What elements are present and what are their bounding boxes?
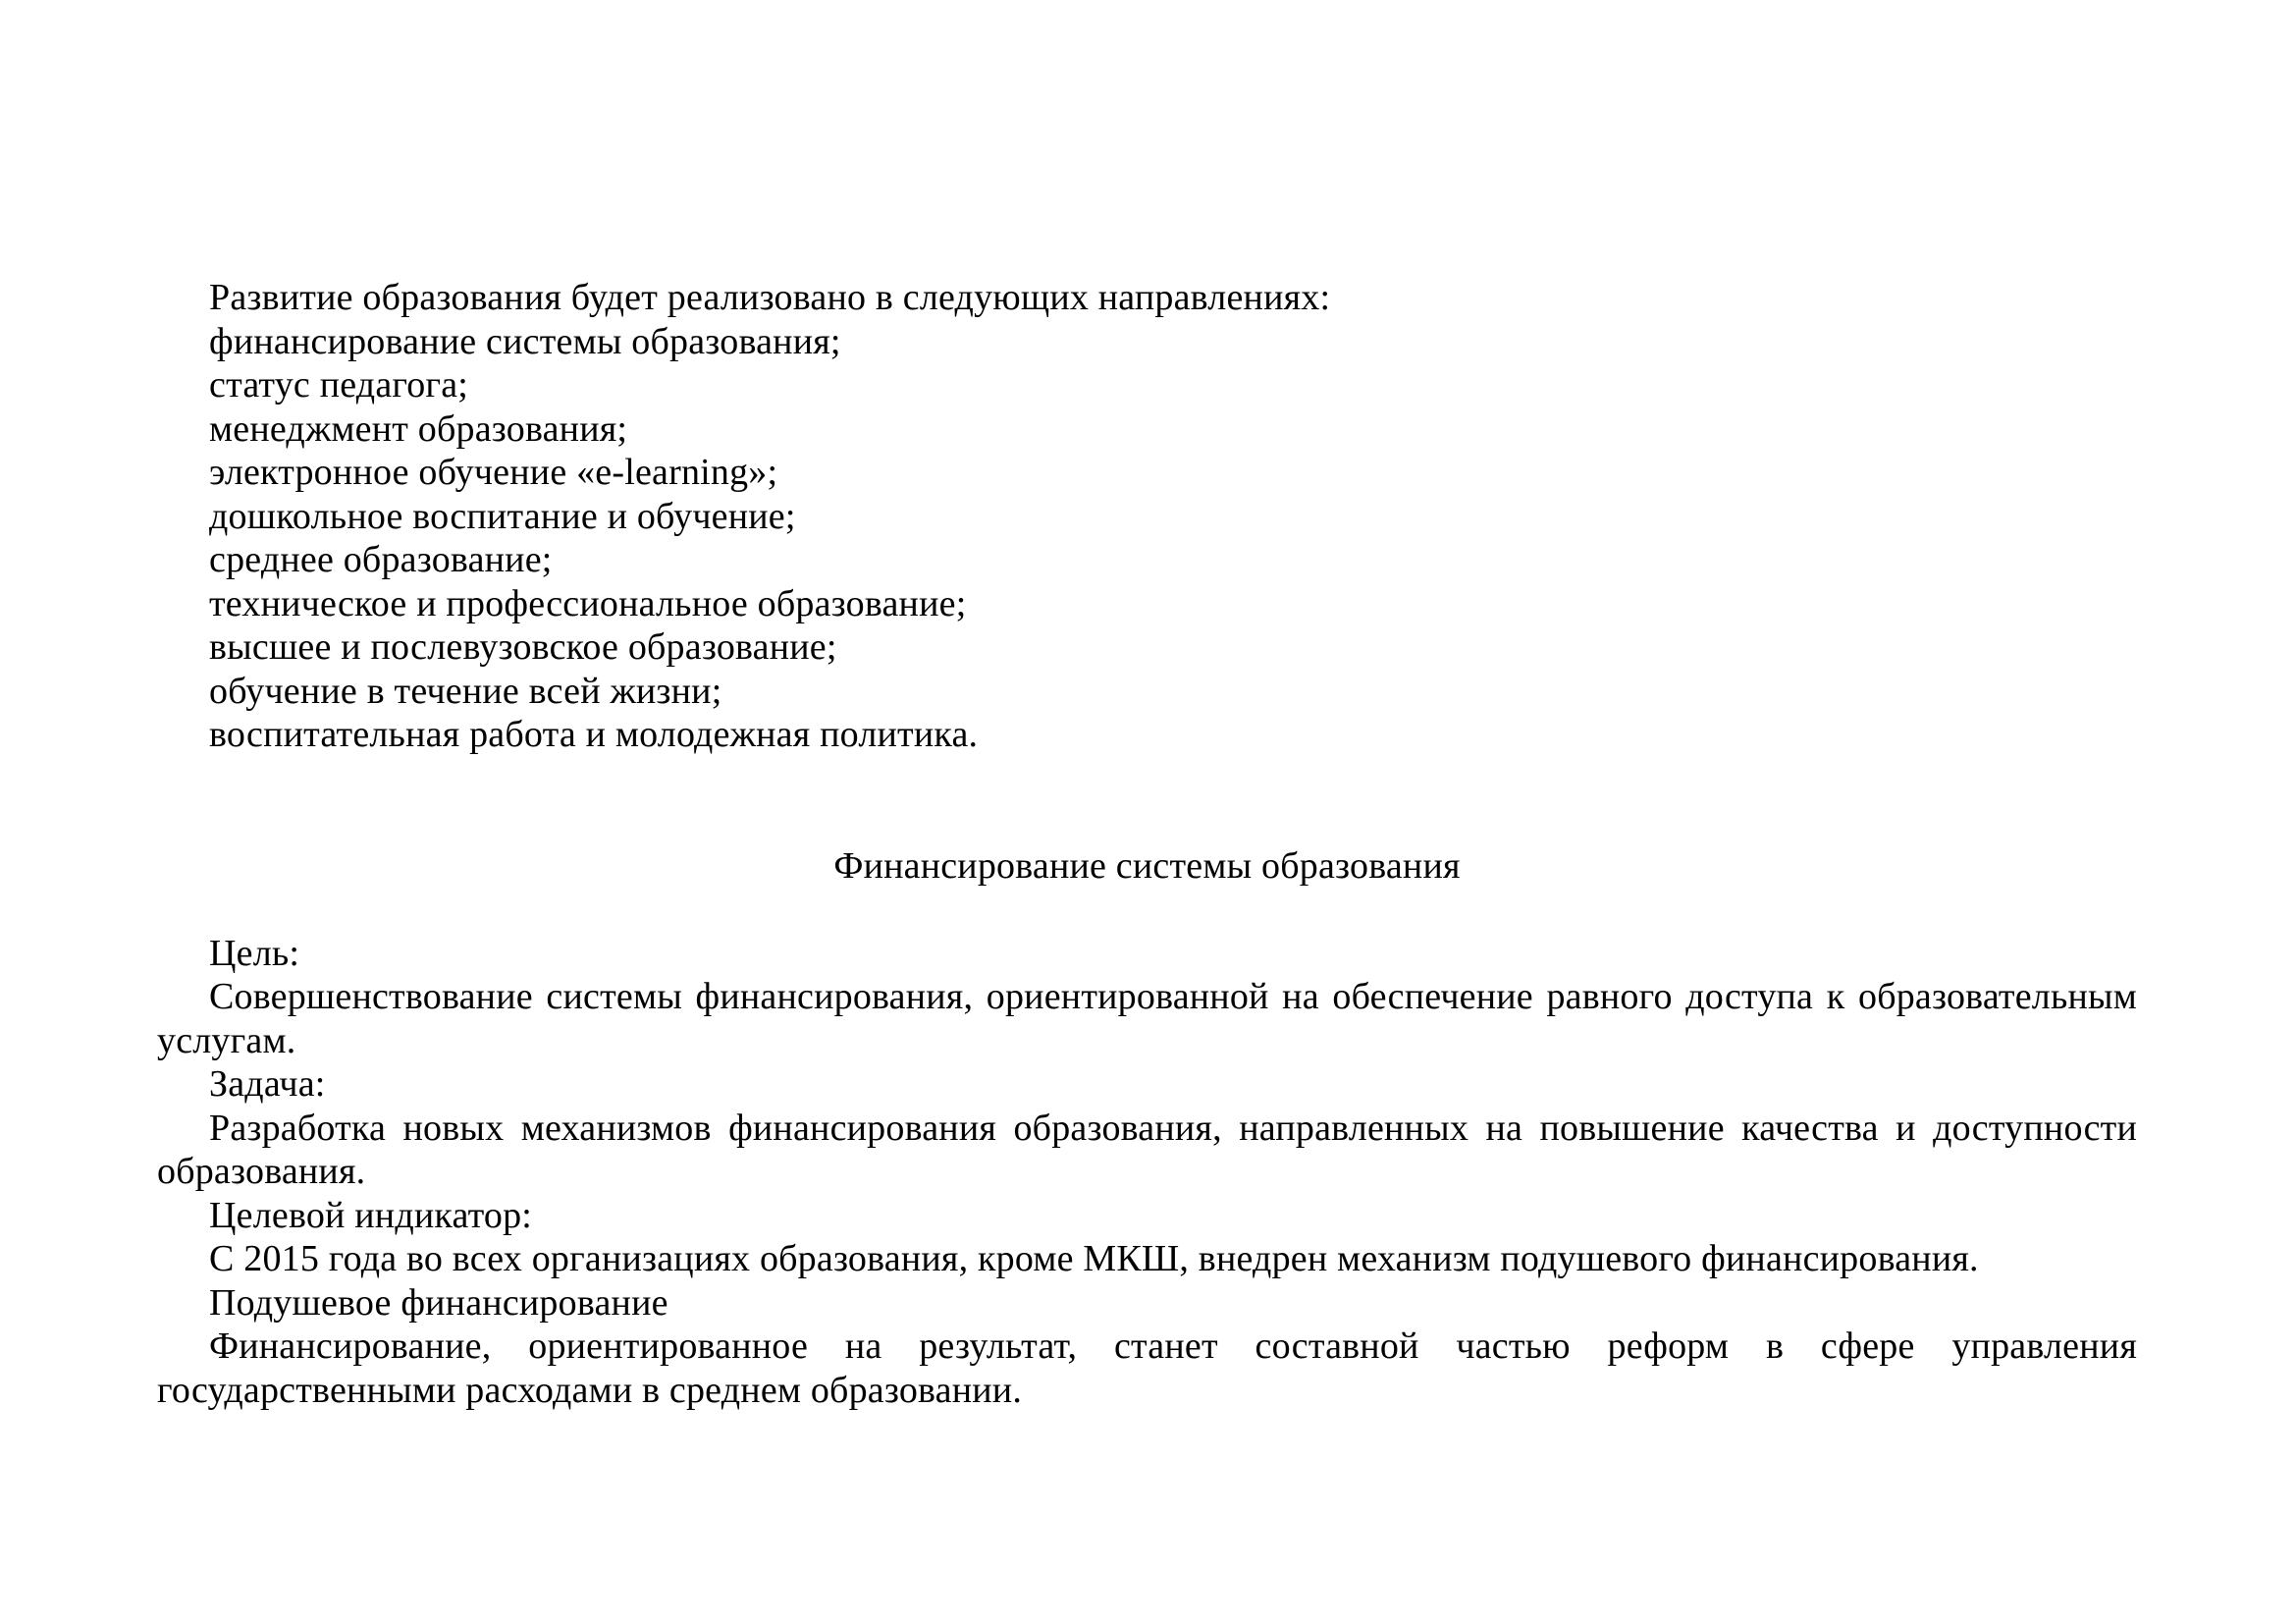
intro-line: воспитательная работа и молодежная политика. (209, 714, 979, 755)
intro-line: финансирование системы образования; (209, 320, 841, 362)
intro-block (157, 276, 2137, 757)
paragraph-line: образования. (157, 1151, 366, 1192)
document-body (157, 276, 2137, 1412)
intro-line: Развитие образования будет реализовано в следующих направлениях: (209, 277, 1331, 318)
paragraph-line: Целевой индикатор: (209, 1194, 533, 1236)
paragraph-line: Цель: (209, 932, 300, 974)
paragraph-line: С 2015 года во всех организациях образования, кроме МКШ, внедрен механизм подушевого финансирования. (209, 1238, 1979, 1279)
paragraph-line: Разработка новых механизмов финансирования образования, направленных на повышение качества и доступности (209, 1107, 2137, 1149)
intro-line: электронное обучение «e-learning»; (209, 452, 778, 493)
paragraph-line: Подушевое финансирование (209, 1281, 668, 1324)
intro-line: дошкольное воспитание и обучение; (209, 495, 796, 537)
intro-line: менеджмент образования; (209, 407, 628, 450)
paragraph-line: государственными расходами в среднем образовании. (157, 1369, 1023, 1411)
paragraph-line: Финансирование, ориентированное на результат, станет составной частью реформ в сфере управления (209, 1325, 2137, 1367)
intro-line: статус педагога; (209, 364, 469, 406)
paragraph-line: услугам. (157, 1019, 296, 1061)
intro-line: обучение в течение всей жизни; (209, 670, 722, 712)
paragraphs-block (157, 932, 2137, 1413)
intro-line: среднее образование; (209, 539, 553, 580)
intro-line: высшее и послевузовское образование; (209, 626, 837, 668)
paragraph-line: Задача: (209, 1063, 326, 1105)
section-heading: Финансирование системы образования (833, 844, 1461, 887)
intro-line: техническое и профессиональное образование; (209, 582, 967, 624)
paragraph-line: Совершенствование системы финансирования, ориентированной на обеспечение равного доступа к образовательным (209, 976, 2137, 1017)
